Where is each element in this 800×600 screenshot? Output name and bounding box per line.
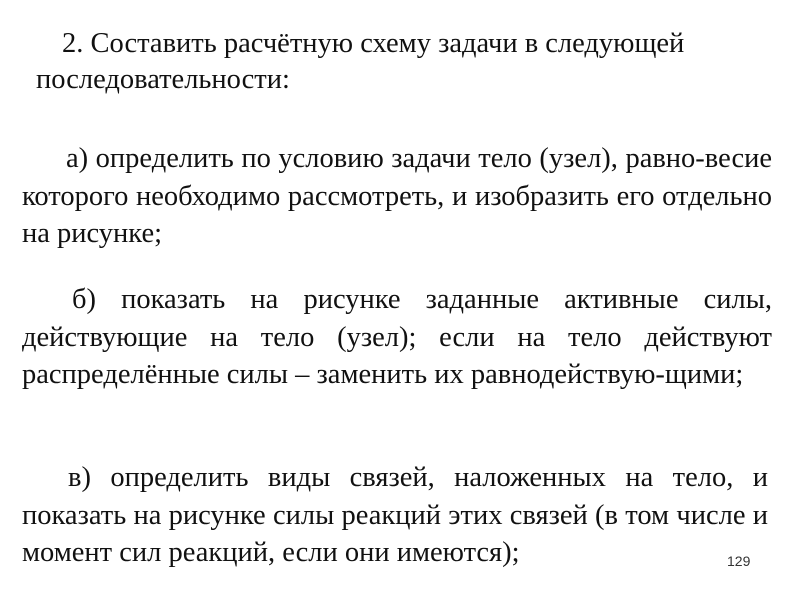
list-item-c: в) определить виды связей, наложенных на тело, и показать на рисунке силы реакций этих связей (в том числе и момент сил реакций, если они имеются);	[22, 462, 768, 568]
page-number: 129	[727, 553, 751, 569]
list-item-b: б) показать на рисунке заданные активные силы, действующие на тело (узел); если на тело действуют распределённые силы – заменить их равнодействую-щими;	[22, 284, 772, 390]
slide-heading: 2. Составить расчётную схему задачи в следующей последовательности:	[36, 28, 685, 95]
list-item-a: а) определить по условию задачи тело (узел), равно-весие которого необходимо рассмотреть, и изобразить его отдельно на рисунке;	[22, 143, 772, 249]
